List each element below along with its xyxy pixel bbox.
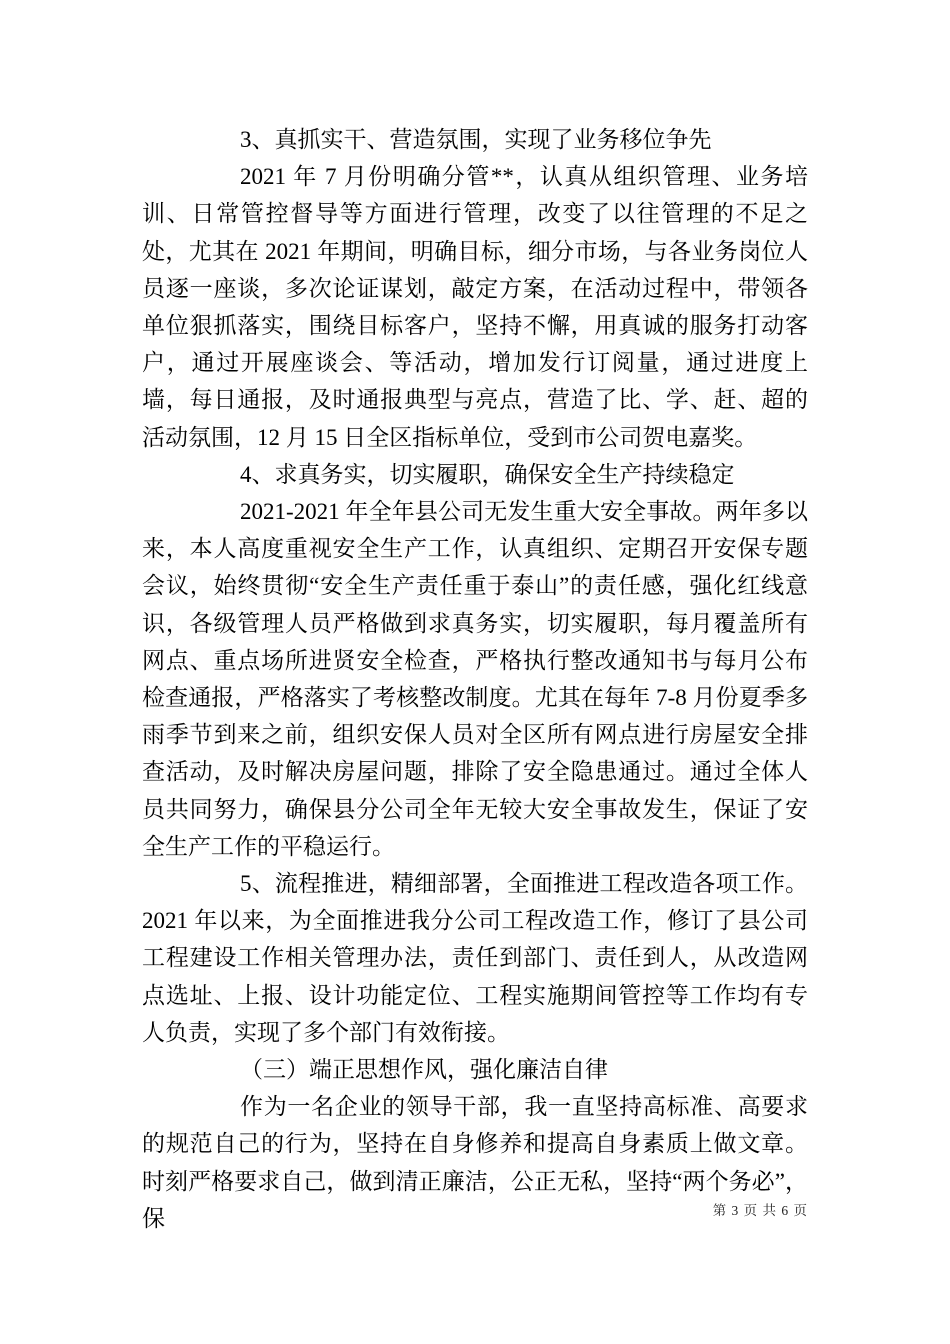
page-number-label: 第 3 页 共 6 页 bbox=[712, 1203, 808, 1218]
section-heading: 3、真抓实干、营造氛围，实现了业务移位争先 bbox=[240, 127, 712, 152]
section-heading: （三）端正思想作风，强化廉洁自律 bbox=[240, 1057, 608, 1083]
body-paragraph: 2021 年 7 月份明确分管**，认真从组织管理、业务培训、日常管控督导等方面进行管理，改变了以往管理的不足之处，尤其在 2021 年期间，明确目标，细分市场，与各业务岗位人员逐一座谈，多次论证谋划，敲定方案，在活动过程中，带领各单位狠抓落实，围绕目标客户，坚持不懈，用真诚的服务打动客户，通过开展座谈会、等活动，增加发行订阅量，通过进度上墙，每日通报，及时通报典型与亮点，营造了比、学、赶、超的活动氛围，12 月 15 日全区指标单位，受到市公司贺电嘉奖。 bbox=[142, 164, 808, 450]
body-paragraph: 作为一名企业的领导干部，我一直坚持高标准、高要求的规范自己的行为，坚持在自身修养和提高自身素质上做文章。时刻严格要求自己，做到清正廉洁，公正无私，坚持“两个务必”，保 bbox=[142, 1094, 808, 1231]
body-paragraph: 2021-2021 年全年县公司无发生重大安全事故。两年多以来，本人高度重视安全生产工作，认真组织、定期召开安保专题会议，始终贯彻“安全生产责任重于泰山”的责任感，强化红线意识，各级管理人员严格做到求真务实，切实履职，每月覆盖所有网点、重点场所进贤安全检查，严格执行整改通知书与每月公布检查通报，严格落实了考核整改制度。尤其在每年 7-8 月份夏季多雨季节到来之前，组织安保人员对全区所有网点进行房屋安全排查活动，及时解决房屋问题，排除了安全隐患通过。通过全体人员共同努力，确保县分公司全年无较大安全事故发生，保证了安全生产工作的平稳运行。 bbox=[142, 499, 808, 859]
body-paragraph: 5、流程推进，精细部署，全面推进工程改造各项工作。2021 年以来，为全面推进我分公司工程改造工作，修订了县公司工程建设工作相关管理办法，责任到部门、责任到人，从改造网点选址、上报、设计功能定位、工程实施期间管控等工作均有专人负责，实现了多个部门有效衔接。 bbox=[142, 871, 808, 1045]
document-content bbox=[142, 121, 808, 1237]
section-heading: 4、求真务实，切实履职，确保安全生产持续稳定 bbox=[240, 461, 735, 487]
page-footer bbox=[142, 1201, 808, 1221]
